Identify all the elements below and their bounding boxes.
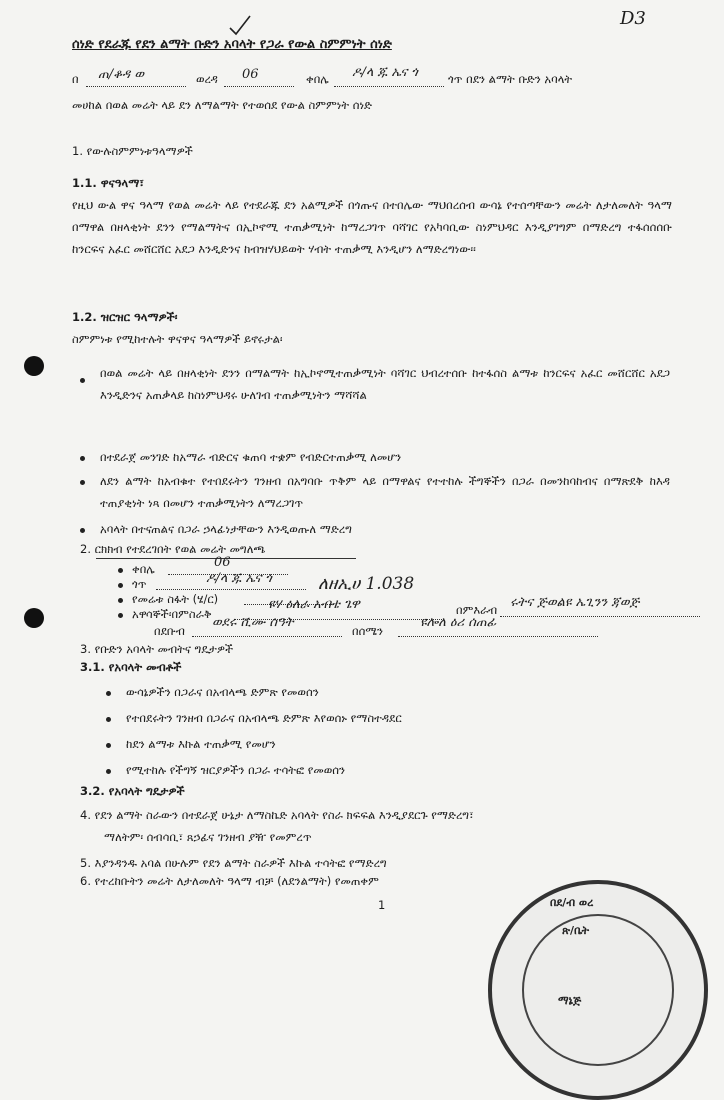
official-stamp (488, 880, 708, 1100)
line1-prefix: በ (72, 72, 79, 86)
bullet-icon (118, 613, 123, 618)
section1-heading: 1. የውሉስምምነቱዓላማዎች (72, 144, 193, 158)
field-west-label: በምእራብ (456, 603, 498, 617)
section4-line2: ማለትም፡ ሰብሳቢ፣ ጸኃፊና ገንዘብ ያዥ የመምረጥ (104, 830, 312, 844)
bullet-icon (118, 568, 123, 573)
bullet-icon (106, 769, 111, 774)
kebele-label: ቀበሌ (306, 72, 329, 86)
stamp-text-mid: ጽ/ቤት (562, 924, 590, 937)
section3-2-heading: 3.2. የአባላት ግዴታዎች (80, 784, 185, 798)
bullet-icon (80, 480, 85, 485)
stamp-text-bot: ማኔጅ (558, 994, 582, 1007)
bullet-icon (80, 378, 85, 383)
stamp-inner-ring (522, 914, 674, 1066)
objective-item: በወል መሬት ላይ በዘላቂነት ደንን በማልማት ከኢኮኖሚተጠቃሚነት ባሻገር ህብረተሰቡ ከተፋሰስ ልማቱ ከንርፍና አፈር መሸርሸር አደጋ እንዲድንና አጠቃላይ ከስነምህዳሩ ሁለገብ ተጠቃሚነትን ማሻሻል (100, 366, 670, 402)
right-item: ውሳኔዎችን በጋራና በአብላጫ ድምጽ የመወሰን (126, 685, 319, 699)
field-east-value: ዩሃ ዕለራ አብቴ ጌዋ (268, 597, 360, 612)
kebele-fill-line (86, 86, 186, 87)
stamp-text-top: በደ/ብ ወረ (550, 896, 594, 909)
section4-line1: 4. የደን ልማት ስራውን በተደራጀ ሁኔታ ለማስኬድ አባላት የስራ ክፍፍል እንዲያደርጉ የማድረግ፣ (80, 808, 474, 822)
got-fill-line (334, 86, 444, 87)
punch-hole (24, 608, 44, 628)
section2-heading: 2. ርክክብ የተደረገበት የወል መሬት መግለጫ (80, 542, 266, 556)
kebele-handwritten: ጠ/ቆዳ ወ (98, 67, 144, 82)
north-value-line (192, 636, 342, 637)
section1-1-text: የዚህ ውል ዋና ዓላማ የወል መሬት ላይ የተደራጁ ደን አልሚዎች በጎጡና በተበሌው ማህበረሰብ ውሳኔ የተሰጣቸውን መሬት ለታለመለት ዓላማ በማዋል በዘላቂነት ደንን የማልማትና በኢኮኖሚ ተጠቃሚነት ከማረጋገጥ ባሻገር የአካባቢው ስነምህዳር እንዲያገግም በማድረግ ተፋሰሰሰቡ ከንርፍና አፈር መሸርሸር አደጋ እንዲድንና ከብዝሃህይወት ሃብት ተጠቃሚ እንዲሆን ለማድረግነው፡፡ (72, 198, 672, 256)
line1-suffix: ጎጥ በደን ልማት ቡድን አባላት (448, 72, 573, 86)
bullet-icon (118, 598, 123, 603)
field-south-label: በሰሜን (352, 624, 384, 638)
field-boundaries-label: አዋሳኞች፡በምስራቅ (132, 607, 212, 621)
got-value-line (156, 589, 306, 590)
woreda-label: ወረዳ (196, 72, 218, 86)
section5: 5. እያንዳንዱ አባል በሁሉም የደን ልማት ስራዎች እኩል ተሳትፎ የማድረግ (80, 856, 387, 870)
document-title: ሰነድ የደራጁ የደን ልማት ቡድን አባላት የጋራ የውል ስምምነት ሰነድ (72, 37, 392, 52)
corner-handwritten-mark: D3 (620, 8, 646, 29)
checkmark-icon (228, 14, 252, 38)
got-handwritten: ዶ/ላ ጁ ኤና ጎ (352, 65, 418, 80)
west-value-line (500, 616, 700, 617)
field-north-value: ወደሩ ሺሙ ሰዓት (212, 615, 294, 630)
line2: መሀከል በወል መሬት ላይ ደን ለማልማት የተወሰደ የውል ስምምነት ሰነድ (72, 98, 373, 112)
field-got-label: ጎጥ (132, 577, 147, 591)
field-got-value: ዶ/ላ ጁ ኤና ጎ (206, 571, 272, 586)
woreda-handwritten: 06 (242, 67, 259, 82)
field-north-label: በደቡብ (154, 624, 185, 638)
section1-1-heading: 1.1. ዋናዓላማ፣ (72, 176, 145, 190)
bullet-icon (118, 583, 123, 588)
right-item: ከደን ልማቱ እኩል ተጠቃሚ የመሆን (126, 737, 276, 751)
south-value-line (398, 636, 598, 637)
section1-2-intro: ስምምነቱ የሚከተሉት ዋናዋና ዓላማዎች ይኖሩታል፡ (72, 332, 283, 346)
woreda-fill-line (224, 86, 294, 87)
bullet-icon (106, 717, 111, 722)
bullet-icon (80, 528, 85, 533)
section3-heading: 3. የቡድን አባላት መብትና ግዴታዎች (80, 642, 234, 656)
bullet-icon (80, 456, 85, 461)
bullet-icon (106, 691, 111, 696)
punch-hole (24, 356, 44, 376)
objective-item: አባላት በተናጠልና በጋራ ኃላፊነታቸውን እንዲወጡለ ማድረግ (100, 522, 352, 536)
bullet-icon (106, 743, 111, 748)
section3-1-heading: 3.1. የአባላት መብቶች (80, 660, 182, 674)
page-number: 1 (378, 898, 386, 912)
field-kebele-value: 06 (214, 555, 231, 570)
section6: 6. የተረከቡትን መሬት ለታለመለት ዓላማ ብቻ (ለደንልማት) የመጠቀም (80, 874, 379, 888)
field-west-value: ሩትና ጅወልዩ ኤጊንን ጃወጅ (510, 595, 640, 610)
objective-item: ለደን ልማት ከአብቁተ የተበደሩትን ገንዘብ በአግባቡ ጥቅም ላይ በማዋልና የተተከሉ ችግኞችን በጋራ በመንከባከብና በማጽደቅ ከእዳ ተጠያቂነት ነጻ በመሆን ተጠቃሚነትን ለማረጋገጥ (100, 474, 670, 510)
right-item: የተበደሩትን ገንዘብ በጋራና በአብላጫ ድምጽ እየወሰኑ የማስተዳደር (126, 711, 402, 725)
objective-item: በተደራጀ መንገድ ከአማራ ብድርና ቁጠባ ተቋም የብድርተጠቃሚ ለመሆን (100, 450, 402, 464)
field-south-value: ዩሎለ ዕሪ ሰጠፊ (420, 615, 497, 630)
field-area-label: የመሬቱ ስፋት (ሄ/ር) (132, 592, 219, 606)
field-area-value: ለዘኢሀ 1.038 (318, 574, 415, 594)
section1-2-heading: 1.2. ዝርዝር ዓላማዎች፡ (72, 310, 178, 324)
field-kebele-label: ቀበሌ (132, 562, 155, 576)
right-item: የሚተከሉ የችግኝ ዝርያዎችን በጋራ ተሳትፎ የመወሰን (126, 763, 346, 777)
